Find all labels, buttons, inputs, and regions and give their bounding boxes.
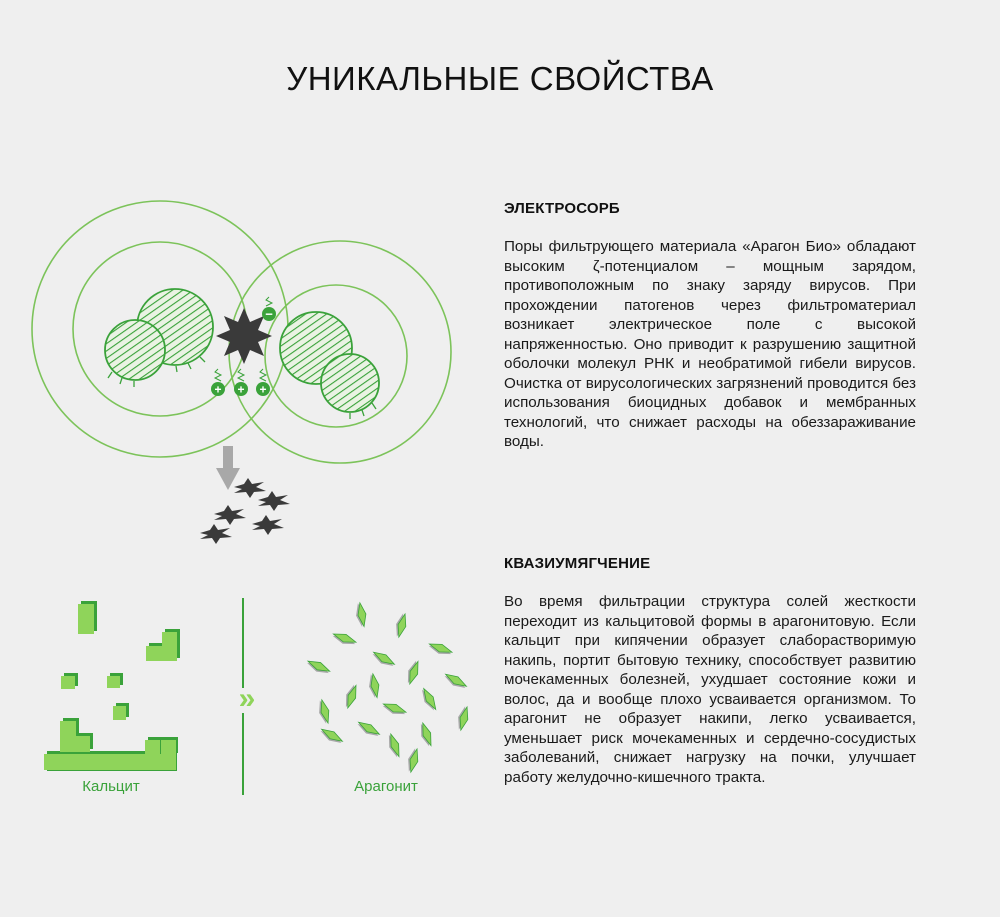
down-arrow-icon <box>216 446 240 490</box>
virus-right <box>280 312 379 419</box>
svg-text:+: + <box>237 382 245 397</box>
virus-left-lobe <box>105 320 165 380</box>
page-title: УНИКАЛЬНЫЕ СВОЙСТВА <box>286 60 714 97</box>
section-text-quasisoftening: Во время фильтрации структура солей жесткости переходит из кальцитовой формы в арагонитовую. Если кальцит при кипячении образует слаборастворимую накипь, портит бытовую технику, способствует развитию мочекаменных болезней, ухудшает состояние кожи и волос, да и вообще плохо усваивается организмом. То арагонит не образует накипи, легко усваивается, уменьшает риск мочекаменных и сердечно-сосудистых заболеваний, снижает нагрузку на почки, улучшает работу желудочно-кишечного тракта. <box>504 593 916 786</box>
softening-diagram <box>44 598 471 795</box>
label-aragonite: Арагонит <box>354 778 418 795</box>
electrosorb-diagram <box>32 201 451 544</box>
negative-charge <box>262 307 276 322</box>
section-text-electrosorb: Поры фильтрующего материала «Арагон Био» обладают высоким ζ-потенциалом – мощным зарядом, противоположным по знаку заряду вирусов. При прохождении патогенов через фильтроматериал возникает электрическое поле с высокой напряженностью. Оно приводит к разрушению защитной оболочки молекул РНК и необратимой гибели вирусов. Очистка от вирусологических загрязнений проводится без использования биоцидных добавок и мембранных технологий, что снижает расходы на обеззараживание воды. <box>504 238 916 450</box>
aragonite-crystals <box>305 602 470 773</box>
label-calcite: Кальцит <box>82 778 140 795</box>
virus-right-lobe <box>321 354 379 412</box>
svg-text:+: + <box>259 382 267 397</box>
transition-arrow-icon: » <box>238 682 256 715</box>
calcite-blocks <box>44 601 180 771</box>
virus-fragments <box>200 478 290 544</box>
virus-left <box>105 289 213 387</box>
section-heading-electrosorb: ЭЛЕКТРОСОРБ <box>504 200 620 217</box>
section-heading-quasisoftening: КВАЗИУМЯГЧЕНИЕ <box>504 555 651 572</box>
svg-text:+: + <box>214 382 222 397</box>
svg-text:−: − <box>265 306 273 322</box>
